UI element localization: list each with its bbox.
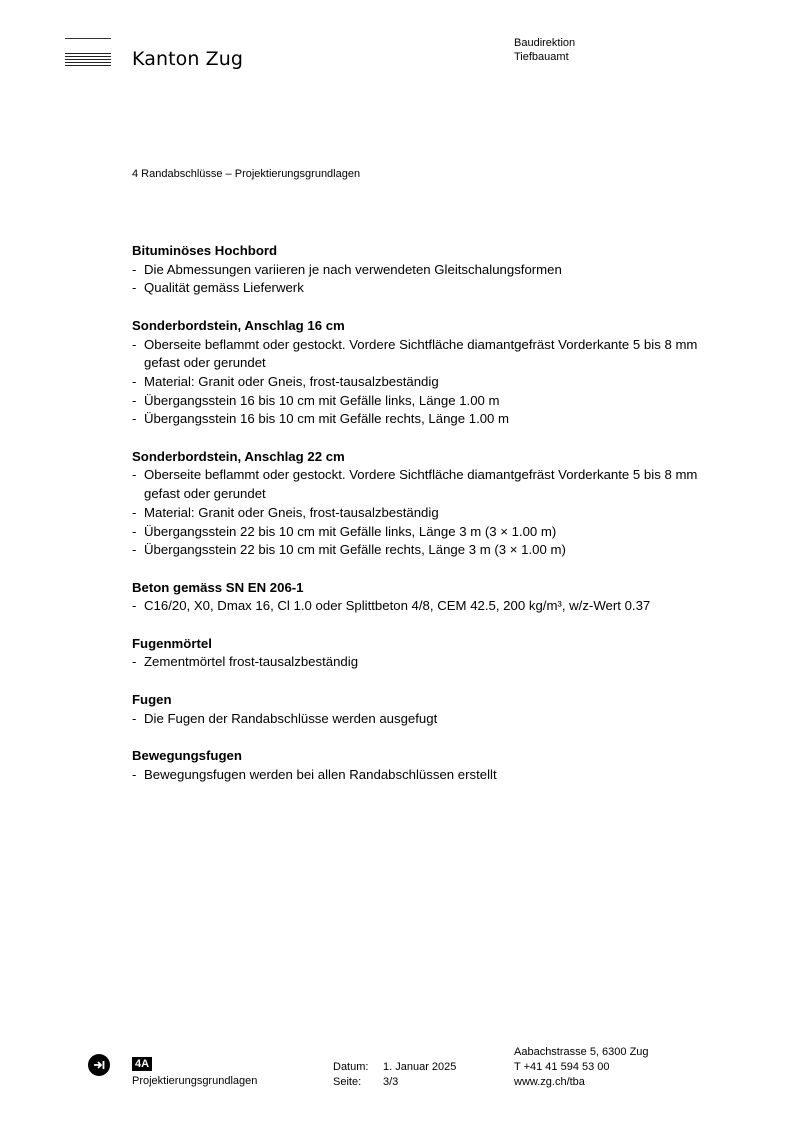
list-item: - Übergangsstein 22 bis 10 cm mit Gefälle links, Länge 3 m (3 × 1.00 m) bbox=[132, 523, 732, 542]
chapter-label: Projektierungsgrundlagen bbox=[132, 1075, 258, 1087]
section-title: Bewegungsfugen bbox=[132, 747, 242, 763]
list-item: - C16/20, X0, Dmax 16, Cl 1.0 oder Splittbeton 4/8, CEM 42.5, 200 kg/m³, w/z-Wert 0.37 bbox=[132, 597, 732, 616]
section bbox=[132, 579, 732, 616]
section-title: Beton gemäss SN EN 206-1 bbox=[132, 579, 304, 595]
section bbox=[132, 317, 732, 429]
section-list bbox=[132, 653, 732, 672]
section-title: Sonderbordstein, Anschlag 22 cm bbox=[132, 448, 345, 464]
section-list bbox=[132, 766, 732, 785]
brand-name: Kanton Zug bbox=[132, 48, 244, 70]
section-list bbox=[132, 261, 732, 298]
section-title: Bituminöses Hochbord bbox=[132, 243, 278, 258]
arrow-right-circle-icon[interactable] bbox=[88, 1054, 110, 1076]
section-title: Sonderbordstein, Anschlag 16 cm bbox=[132, 317, 345, 333]
list-item: - Oberseite beflammt oder gestockt. Vordere Sichtfläche diamantgefräst Vorderkante 5 bis 8 mm gefast oder gerundet bbox=[132, 466, 732, 503]
website-link[interactable]: www.zg.ch/tba bbox=[514, 1076, 585, 1088]
list-item: - Zementmörtel frost-tausalzbeständig bbox=[132, 653, 732, 672]
section bbox=[132, 691, 732, 728]
list-item: - Übergangsstein 22 bis 10 cm mit Gefälle rechts, Länge 3 m (3 × 1.00 m) bbox=[132, 541, 732, 560]
section bbox=[132, 242, 732, 298]
list-item: - Übergangsstein 16 bis 10 cm mit Gefälle rechts, Länge 1.00 m bbox=[132, 410, 732, 429]
section-list bbox=[132, 466, 732, 560]
list-item: - Die Fugen der Randabschlüsse werden ausgefugt bbox=[132, 710, 732, 729]
phone: T +41 41 594 53 00 bbox=[514, 1061, 610, 1073]
section-list bbox=[132, 710, 732, 729]
address: Aabachstrasse 5, 6300 Zug bbox=[514, 1046, 649, 1058]
kanton-zug-logo-icon bbox=[65, 38, 111, 68]
section bbox=[132, 448, 732, 560]
document-content bbox=[132, 242, 732, 803]
list-item: - Qualität gemäss Lieferwerk bbox=[132, 279, 732, 298]
list-item: - Material: Granit oder Gneis, frost-tausalzbeständig bbox=[132, 373, 732, 392]
document-heading: 4 Randabschlüsse – Projektierungsgrundlagen bbox=[132, 168, 361, 180]
list-item: - Übergangsstein 16 bis 10 cm mit Gefälle links, Länge 1.00 m bbox=[132, 392, 732, 411]
section-list bbox=[132, 597, 732, 616]
list-item: - Bewegungsfugen werden bei allen Randabschlüssen erstellt bbox=[132, 766, 732, 785]
section-list bbox=[132, 336, 732, 430]
page-value: 3/3 bbox=[383, 1076, 399, 1088]
list-item: - Die Abmessungen variieren je nach verwendeten Gleitschalungsformen bbox=[132, 261, 732, 280]
date-label: Datum: bbox=[333, 1061, 369, 1073]
office: Tiefbauamt bbox=[514, 51, 569, 63]
chapter-badge: 4A bbox=[132, 1057, 152, 1071]
section-title: Fugen bbox=[132, 691, 172, 707]
contact-info bbox=[514, 1045, 649, 1090]
date-value: 1. Januar 2025 bbox=[383, 1061, 457, 1073]
list-item: - Oberseite beflammt oder gestockt. Vordere Sichtfläche diamantgefräst Vorderkante 5 bis 8 mm gefast oder gerundet bbox=[132, 336, 732, 373]
section bbox=[132, 747, 732, 784]
section bbox=[132, 635, 732, 672]
list-item: - Material: Granit oder Gneis, frost-tausalzbeständig bbox=[132, 504, 732, 523]
document-meta bbox=[333, 1060, 456, 1090]
department: Baudirektion bbox=[514, 37, 576, 49]
section-title: Fugenmörtel bbox=[132, 635, 212, 651]
department-info bbox=[514, 36, 575, 64]
page-label: Seite: bbox=[333, 1076, 362, 1088]
